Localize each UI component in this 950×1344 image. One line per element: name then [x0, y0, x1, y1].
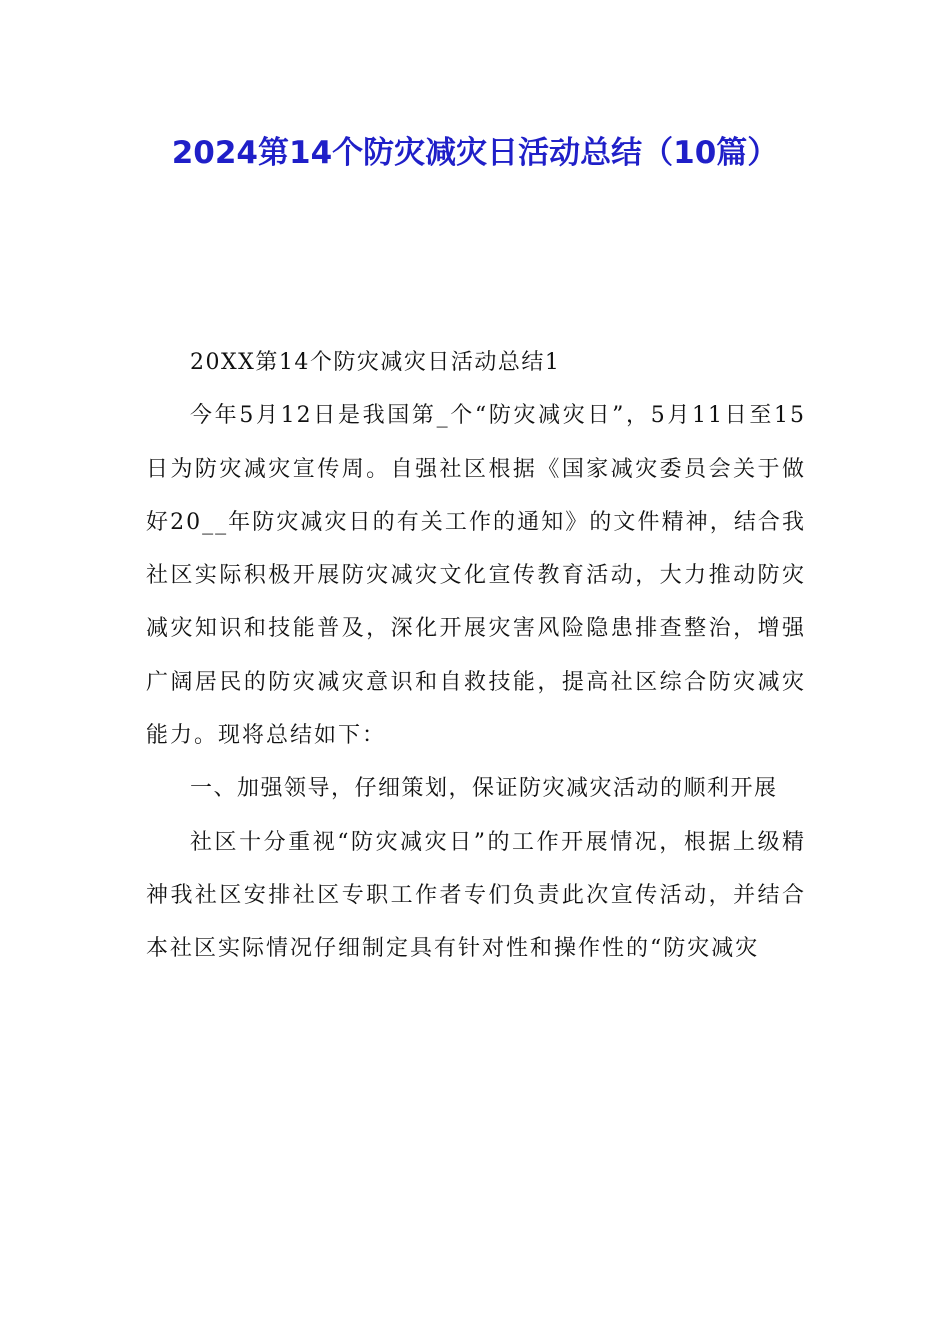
document-body	[146, 336, 806, 976]
document-title: 2024第14个防灾减灾日活动总结（10篇）	[171, 135, 779, 171]
body-paragraph: 今年5月12日是我国第_个“防灾减灾日”，5月11日至15日为防灾减灾宣传周。自强社区根据《国家减灾委员会关于做好20__年防灾减灾日的有关工作的通知》的文件精神，结合我社区实际积极开展防灾减灾文化宣传教育活动，大力推动防灾减灾知识和技能普及，深化开展灾害风险隐患排查整治，增强广阔居民的防灾减灾意识和自救技能，提高社区综合防灾减灾能力。现将总结如下：	[146, 403, 806, 749]
section-heading: 20XX第14个防灾减灾日活动总结1	[190, 350, 561, 375]
body-paragraph: 社区十分重视“防灾减灾日”的工作开展情况，根据上级精神我社区安排社区专职工作者专们负责此次宣传活动，并结合本社区实际情况仔细制定具有针对性和操作性的“防灾减灾	[146, 829, 806, 962]
subsection-heading: 一、加强领导，仔细策划，保证防灾减灾活动的顺利开展	[190, 776, 778, 802]
